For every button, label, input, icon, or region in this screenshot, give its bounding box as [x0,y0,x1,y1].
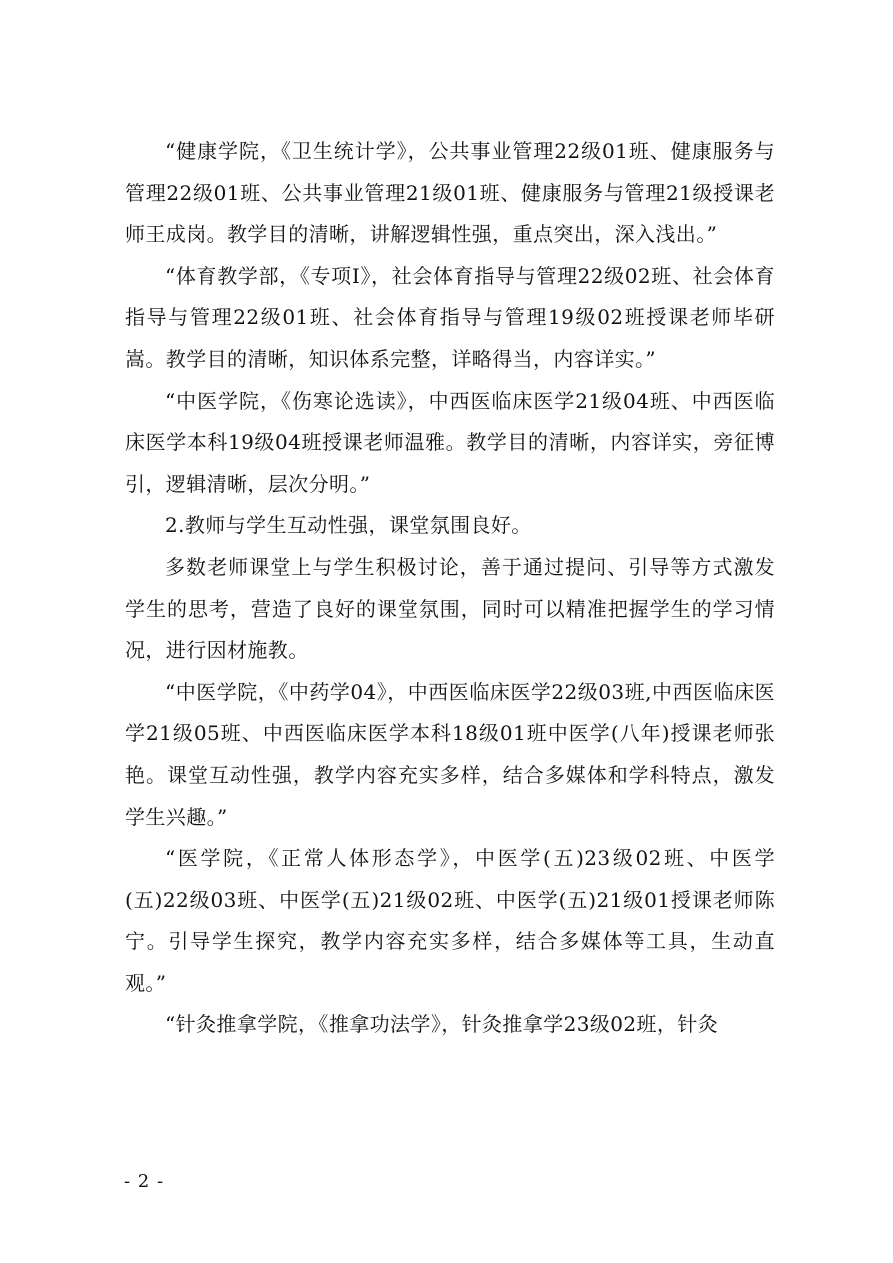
document-body [125,131,775,1046]
paragraph-acupuncture-tuina: “针灸推拿学院，《推拿功法学》，针灸推拿学23级02班，针灸 [165,1012,719,1037]
paragraph-health-college: “健康学院，《卫生统计学》，公共事业管理22级01班、健康服务与管理22级01班、公共事业管理21级01班、健康服务与管理21级授课老师王成岗。教学目的清晰，讲解逻辑性强，重点突出，深入浅出。” [125,139,775,247]
paragraph-interaction-summary: 多数老师课堂上与学生积极讨论，善于通过提问、引导等方式激发学生的思考，营造了良好的课堂氛围，同时可以精准把握学生的学习情况，进行因材施教。 [125,554,775,663]
paragraph-sports-department: “体育教学部，《专项Ⅰ》，社会体育指导与管理22级02班、社会体育指导与管理22级01班、社会体育指导与管理19级02班授课老师毕研嵩。教学目的清晰，知识体系完整，详略得当，内容详实。” [125,263,775,371]
paragraph-tcm-herbology: “中医学院，《中药学04》，中西医临床医学22级03班,中西医临床医学21级05班、中西医临床医学本科18级01班中医学(八年)授课老师张艳。课堂互动性强，教学内容充实多样，结合多媒体和学科特点，激发学生兴趣。” [125,679,775,829]
section-heading-interaction: 2.教师与学生互动性强，课堂氛围良好。 [165,513,532,538]
paragraph-tcm-shanghan: “中医学院，《伤寒论选读》，中西医临床医学21级04班、中西医临床医学本科19级04班授课老师温雅。教学目的清晰，内容详实，旁征博引，逻辑清晰，层次分明。” [125,388,775,496]
page-number: - 2 - [124,1171,165,1192]
paragraph-medical-anatomy: “医学院，《正常人体形态学》，中医学(五)23级02班、中医学(五)22级03班、中医学(五)21级02班、中医学(五)21级01授课老师陈宁。引导学生探究，教学内容充实多样，结合多媒体等工具，生动直观。” [125,846,775,995]
